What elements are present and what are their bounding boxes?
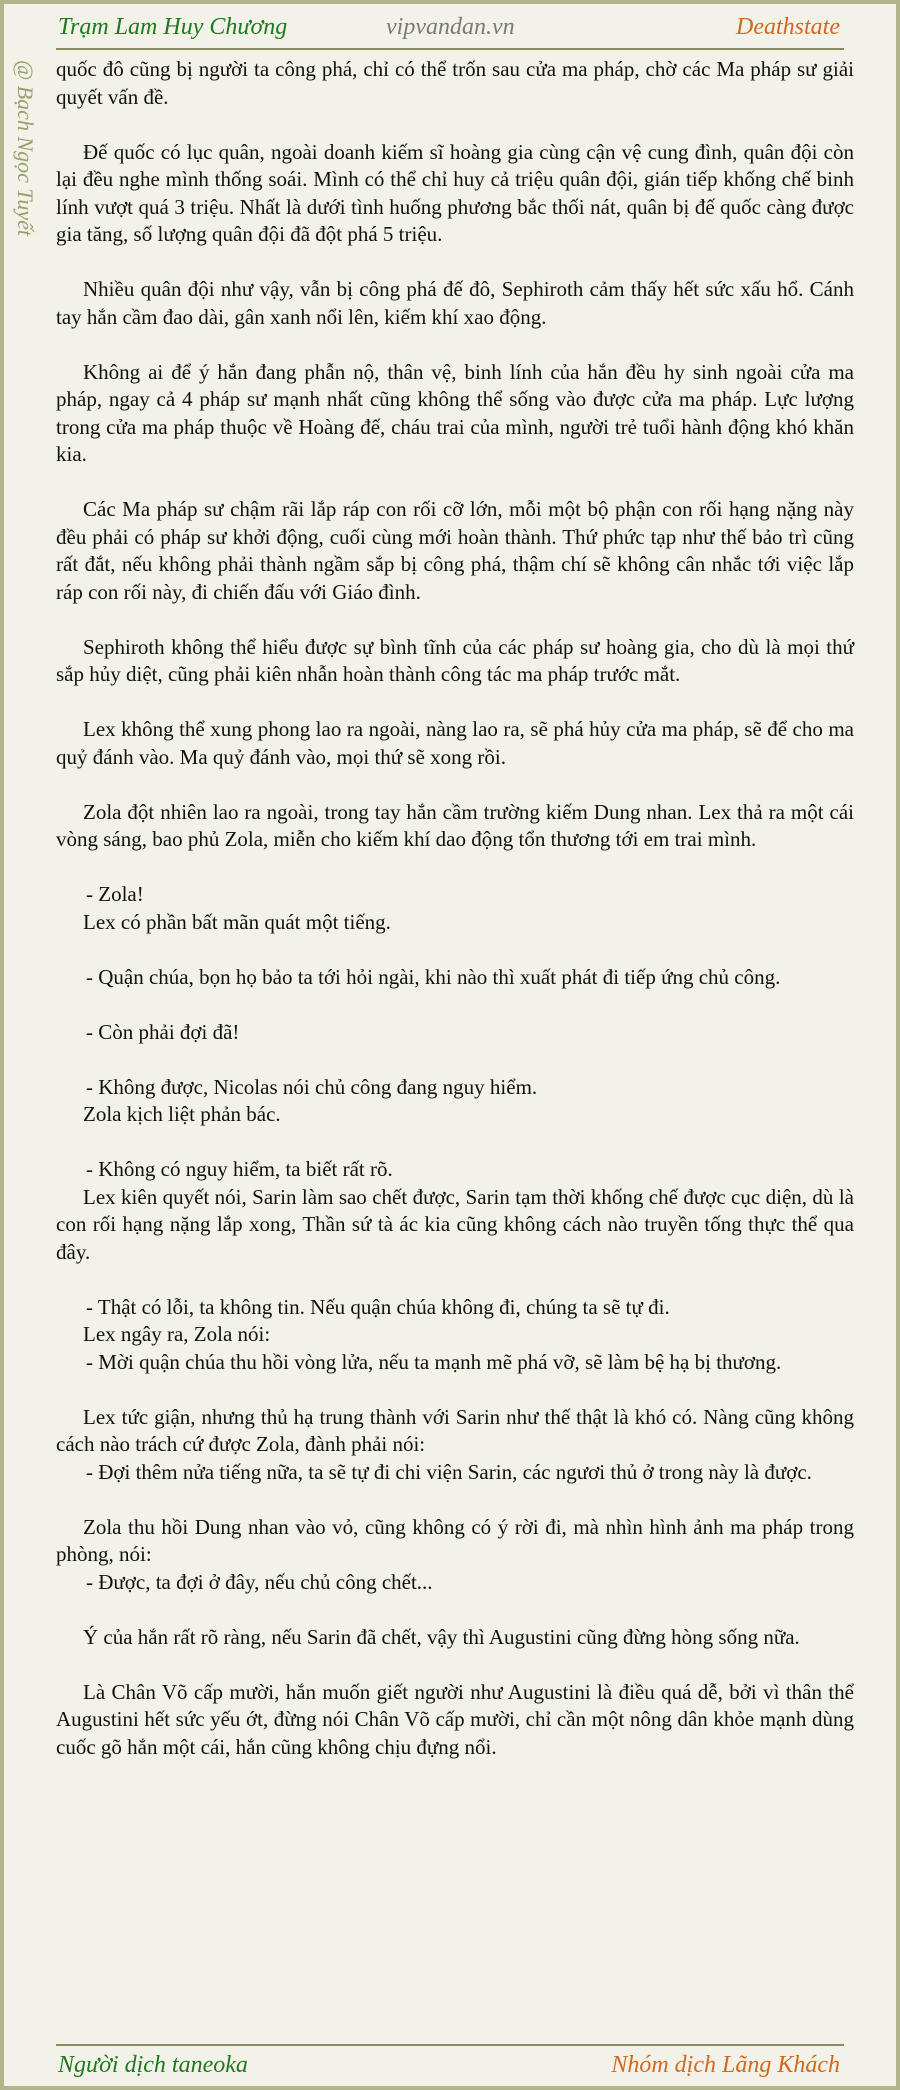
dialogue-line: - Quận chúa, bọn họ bảo ta tới hỏi ngài, khi nào thì xuất phát đi tiếp ứng chủ công.	[86, 964, 781, 989]
paragraph: Đế quốc có lục quân, ngoài doanh kiếm sĩ hoàng gia cùng cận vệ cung đình, quân đội còn lại đều nghe mình thống soái. Mình có thể chỉ huy cả triệu quân đội, gián tiếp khống chế binh lính vượt quá 3 triệu. Nhất là dưới tình huống phương bắc thối nát, quân bị đế quốc càng được gia tăng, số lượng quân đội đã đột phá 5 triệu.	[56, 139, 854, 246]
document-body	[56, 56, 854, 1789]
narration-line: Zola thu hồi Dung nhan vào vỏ, cũng không có ý rời đi, mà nhìn hình ảnh ma pháp trong phòng, nói:	[56, 1514, 854, 1566]
dialogue-line: - Không có nguy hiểm, ta biết rất rõ.	[86, 1157, 393, 1181]
paragraph: quốc đô cũng bị người ta công phá, chỉ có thể trốn sau cửa ma pháp, chờ các Ma pháp sư giải quyết vấn đề.	[56, 57, 854, 109]
narration-line: Lex kiên quyết nói, Sarin làm sao chết được, Sarin tạm thời khống chế được cục diện, dù là con rối hạng nặng lắp xong, Thần sứ tà ác kia cũng không cách nào truyền tống thực thể qua đây.	[56, 1184, 854, 1264]
header-site-name: vipvandan.vn	[386, 14, 515, 40]
paragraph: Là Chân Võ cấp mười, hắn muốn giết người như Augustini là điều quá dễ, bởi vì thân thể Augustini hết sức yếu ớt, đừng nói Chân Võ cấp mười, chỉ cần một nông dân khỏe mạnh dùng cuốc gõ hắn một cái, hắn cũng không chịu đựng nổi.	[56, 1679, 854, 1759]
paragraph: Không ai để ý hắn đang phẫn nộ, thân vệ, binh lính của hắn đều hy sinh ngoài cửa ma pháp, ngay cả 4 pháp sư mạnh nhất cũng không thể sống vào được cửa ma pháp. Lực lượng trong cửa ma pháp thuộc về Hoàng đế, cháu trai của mình, người trẻ tuổi hành động khó khăn kia.	[56, 359, 854, 466]
narration-line: Zola kịch liệt phản bác.	[83, 1102, 281, 1126]
dialogue-line: - Thật có lỗi, ta không tin. Nếu quận chúa không đi, chúng ta sẽ tự đi.	[86, 1294, 670, 1319]
footer-group: Nhóm dịch Lãng Khách	[611, 2052, 840, 2078]
paragraph: Sephiroth không thể hiểu được sự bình tĩnh của các pháp sư hoàng gia, cho dù là mọi thứ sắp hủy diệt, cũng phải kiên nhẫn hoàn thành công tác ma pháp trước mắt.	[56, 634, 854, 686]
side-watermark	[10, 60, 46, 360]
header-left-title: Trạm Lam Huy Chương	[58, 14, 288, 40]
dialogue-line: - Mời quận chúa thu hồi vòng lửa, nếu ta mạnh mẽ phá vỡ, sẽ làm bệ hạ bị thương.	[86, 1349, 782, 1374]
narration-line: Lex tức giận, nhưng thủ hạ trung thành với Sarin như thế thật là khó có. Nàng cũng không cách nào trách cứ được Zola, đành phải nói:	[56, 1404, 854, 1456]
paragraph: Zola đột nhiên lao ra ngoài, trong tay hắn cầm trường kiếm Dung nhan. Lex thả ra một cái vòng sáng, bao phủ Zola, miễn cho kiếm khí dao động tổn thương tới em trai mình.	[56, 799, 854, 851]
paragraph: Ý của hắn rất rõ ràng, nếu Sarin đã chết, vậy thì Augustini cũng đừng hòng sống nữa.	[83, 1624, 800, 1649]
dialogue-line: - Đợi thêm nửa tiếng nữa, ta sẽ tự đi chi viện Sarin, các ngươi thủ ở trong này là được.	[86, 1459, 812, 1484]
dialogue-line: - Zola!	[86, 882, 144, 906]
footer-translator: Người dịch taneoka	[58, 2052, 248, 2078]
side-watermark-text: @ Bạch Ngọc Tuyết	[13, 60, 38, 237]
dialogue-line: - Còn phải đợi đã!	[86, 1019, 240, 1044]
paragraph: Nhiều quân đội như vậy, vẫn bị công phá đế đô, Sephiroth cảm thấy hết sức xấu hổ. Cánh tay hắn cầm đao dài, gân xanh nổi lên, kiếm khí xao động.	[56, 277, 854, 329]
header-right-title: Deathstate	[736, 14, 840, 40]
paragraph: Lex không thể xung phong lao ra ngoài, nàng lao ra, sẽ phá hủy cửa ma pháp, sẽ để cho ma quỷ đánh vào. Ma quỷ đánh vào, mọi thứ sẽ xong rồi.	[56, 717, 854, 769]
paragraph: Các Ma pháp sư chậm rãi lắp ráp con rối cỡ lớn, mỗi một bộ phận con rối hạng nặng này đều phải có pháp sư khởi động, cuối cùng mới hoàn thành. Thứ phức tạp như thế bảo trì cũng rất đắt, nếu không phải thành ngầm sắp bị công phá, thậm chí sẽ không cân nhắc tới việc lắp ráp con rối này, đi chiến đấu với Giáo đình.	[56, 497, 854, 604]
page-footer	[56, 2044, 844, 2080]
dialogue-line: - Được, ta đợi ở đây, nếu chủ công chết...	[86, 1569, 433, 1594]
dialogue-line: - Không được, Nicolas nói chủ công đang nguy hiểm.	[86, 1074, 538, 1099]
page-header	[56, 12, 844, 50]
narration-line: Lex có phần bất mãn quát một tiếng.	[83, 909, 391, 934]
narration-line: Lex ngây ra, Zola nói:	[83, 1322, 271, 1346]
